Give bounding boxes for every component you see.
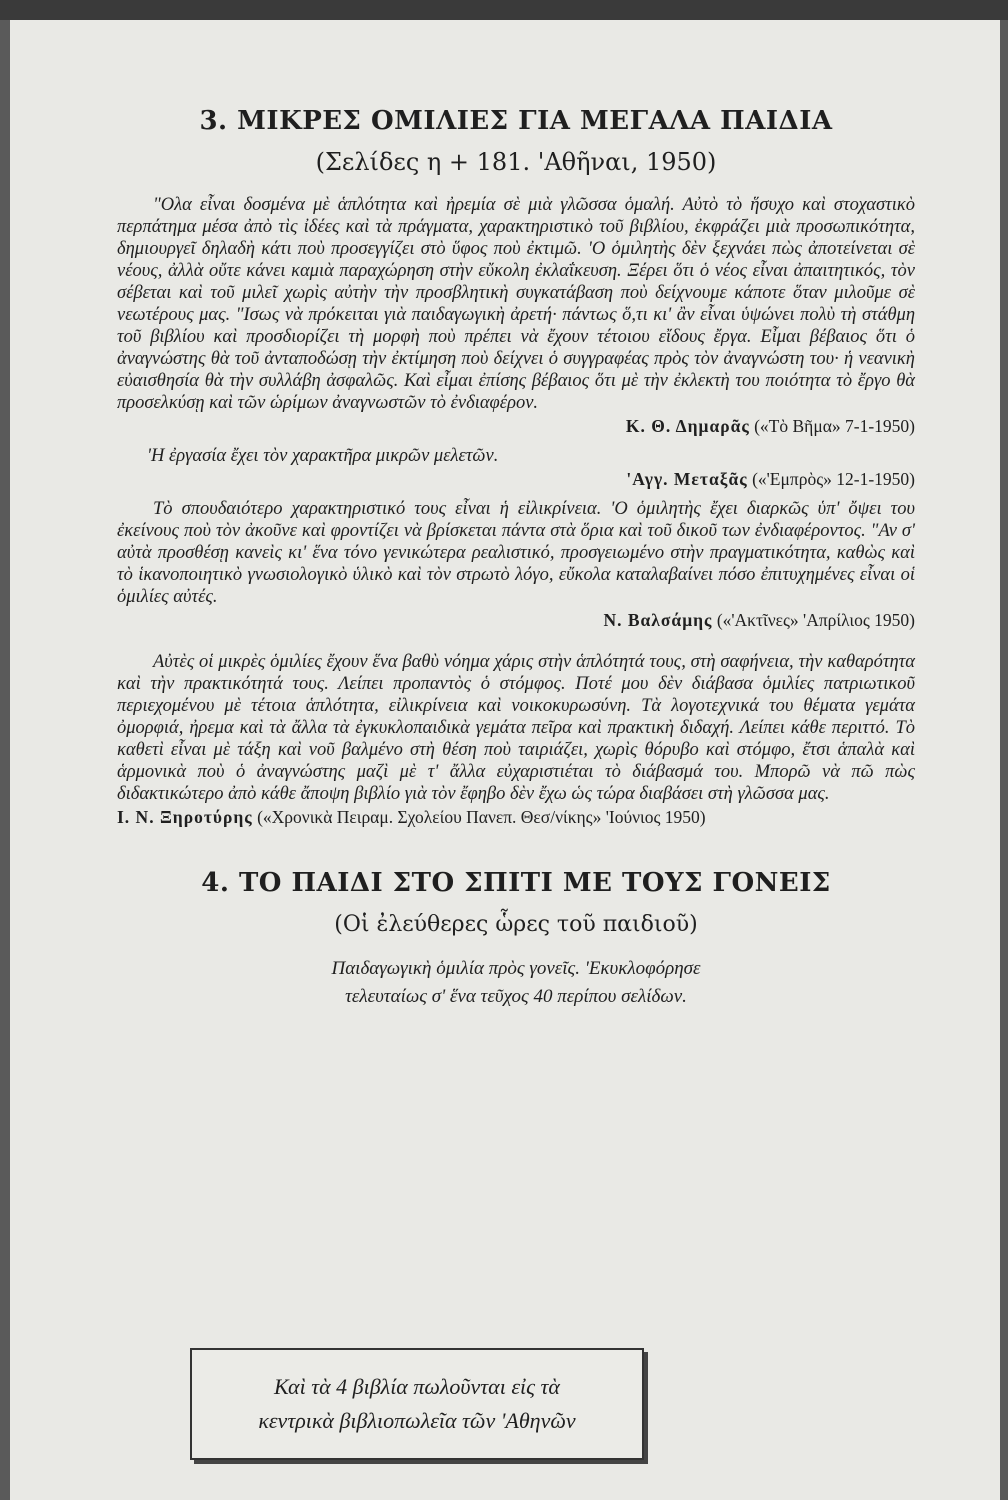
notice-line1: Καὶ τὰ 4 βιβλία πωλοῦνται εἰς τὰ <box>274 1374 560 1399</box>
review-1-source: («Τὸ Βῆμα» 7-1-1950) <box>754 416 915 436</box>
review-1-text: "Ολα εἶναι δοσμένα μὲ ἁπλότητα καὶ ἠρεμία σὲ μιὰ γλῶσσα ὁμαλή. Αὐτὸ τὸ ἥσυχο καὶ στοχαστικὸ περπάτημα μέσα ἀπὸ τὶς ἰδέες καὶ τὰ πράγματα, χαρακτηριστικὸ τοῦ βιβλίου, ἐκφράζει μιὰ προσωπικότητα, δημιουργεῖ δηλαδὴ κάτι ποὺ προσεγγίζει στὸ ὕφος ποὺ ἐκτιμῶ. 'Ο ὁμιλητὴς δὲν ξεχνάει πὼς ἀποτείνεται σὲ νέους, ἀλλὰ οὔτε κάνει καμιὰ παραχώρηση στὴν εὔκολη ἐκλαΐκευση. Ξέρει ὅτι ὁ νέος εἶναι ἀπαιτητικός, τὸν σέβεται καὶ τοῦ μιλεῖ χωρὶς αὐτὴν τὴν προσβλητικὴ συγκατάβαση ποὺ δείχνουμε κάποτε ὅταν μιλοῦμε σὲ νεωτέρους μας. "Ισως νὰ πρόκειται γιὰ παιδαγωγικὴ ἀρετή· πάντως ὅ,τι κι' ἂν εἶναι ὑψώνει πολὺ τὴ στάθμη τοῦ βιβλίου καὶ προσδιορίζει τὴ μορφὴ ποὺ πρέπει νὰ ἔχουν τέτοιου εἴδους ἔργα. Εἶμαι βέβαιος ὅτι ὁ ἀναγνώστης θὰ τοῦ ἀνταποδώσῃ τὴν ἐκτίμηση ποὺ δείχνει ὁ συγγραφέας πρὸς τὸν ἀναγνώστη του· ἡ νεανικὴ εὐαισθησία θὰ τὴν συλλάβη ἀσφαλῶς. Καὶ εἶμαι ἐπίσης βέβαιος ὅτι μὲ τὴν ἐκλεκτὴ του ποιότητα τὸ ἔργο θὰ προσελκύσῃ καὶ τῶν ὡρίμων ἀναγνωστῶν τὸ ἐνδιαφέρον. <box>117 195 915 413</box>
review-2-text: 'Η ἐργασία ἔχει τὸν χαρακτῆρα μικρῶν μελετῶν. <box>147 446 499 466</box>
review-3-text: Τὸ σπουδαιότερο χαρακτηριστικό τους εἶναι ἡ εἰλικρίνεια. 'Ο ὁμιλητὴς ἔχει διαρκῶς ὑπ' ὄψει του ἐκείνους ποὺ τὸν ἀκοῦνε καὶ φροντίζει νὰ βρίσκεται πάντα στὰ ὅρια καὶ τοῦ δικοῦ των ἐνδιαφέροντος. "Αν σ' αὐτὰ προσθέσῃ κανεὶς κι' ἕνα τόνο γενικώτερα ρεαλιστικό, προσγειωμένο στὴν πραγματικότητα, καθὼς καὶ τὸ ἱκανοποιητικὸ γνωσιολογικὸ ὑλικὸ καὶ τὸν στρωτὸ λόγο, εὔκολα καταλαβαίνει πόσο ἐπιτυχημένες εἶναι οἱ ὁμιλίες αὐτές. <box>117 499 915 607</box>
review-3-author: Ν. Βαλσάμης <box>603 610 713 630</box>
review-3-source: («'Ακτῖνες» 'Απρίλιος 1950) <box>716 610 915 630</box>
review-2-source: («'Εμπρὸς» 12-1-1950) <box>752 469 915 489</box>
section4-note-line1: Παιδαγωγικὴ ὁμιλία πρὸς γονεῖς. 'Εκυκλοφόρησε <box>331 958 701 979</box>
bookstores-notice-box <box>190 1348 644 1460</box>
section4-subtitle: (Οἱ ἐλεύθερες ὧρες τοῦ παιδιοῦ) <box>334 912 698 937</box>
review-4-citation <box>117 807 915 828</box>
section3-title: 3. ΜΙΚΡΕΣ ΟΜΙΛΙΕΣ ΓΙΑ ΜΕΓΑΛΑ ΠΑΙΔΙΑ <box>199 106 833 136</box>
notice-line2: κεντρικὰ βιβλιοπωλεῖα τῶν 'Αθηνῶν <box>258 1408 576 1433</box>
section3-subtitle: (Σελίδες η + 181. 'Αθῆναι, 1950) <box>315 148 717 176</box>
review-1-author: Κ. Θ. Δημαρᾶς <box>625 416 750 436</box>
review-1-citation <box>117 416 915 437</box>
section4-title: 4. ΤΟ ΠΑΙΔΙ ΣΤΟ ΣΠΙΤΙ ΜΕ ΤΟΥΣ ΓΟΝΕΙΣ <box>201 868 831 898</box>
review-4-text: Αὐτὲς οἱ μικρὲς ὁμιλίες ἔχουν ἕνα βαθὺ νόημα χάρις στὴν ἁπλότητά τους, στὴ σαφήνεια, τὴν καθαρότητα καὶ τὴν πρακτικότητά τους. Λείπει προπαντὸς ὁ στόμφος. Ποτέ μου δὲν διάβασα ὁμιλίες πατριωτικοῦ περιεχομένου μὲ τέτοια ἁπλότητα, εἰλικρίνεια καὶ νοικοκυρωσύνη. Τὰ λογοτεχνικά του θέματα γεμάτα ὀμορφιά, ἠρεμα καὶ τὰ ἄλλα τὰ ἐγκυκλοπαιδικὰ γεμάτα πεῖρα καὶ πρακτικὴ διδαχή. Λείπει κάθε περιττό. Τὸ καθετὶ εἶναι μὲ τάξη καὶ νοῦ βαλμένο στὴ θέση ποὺ ταιριάζει, χωρὶς θόρυβο καὶ στόμφο, ἔτσι ἁπαλὰ καὶ ἁρμονικὰ ποὺ ὁ ἀναγνώστης μαζὶ μὲ τ' ἄλλα εὐχαριστιέται τὸ διάβασμά του. Μπορῶ νὰ πῶ πὼς διδακτικώτερο ἀπὸ κάθε ἄποψη βιβλίο γιὰ τὸν ἔφηβο δὲν ἔχω ὡς τώρα διαβάσει στὴ γλῶσσα μας. <box>117 652 915 804</box>
review-4-source: («Χρονικὰ Πειραμ. Σχολείου Πανεπ. Θεσ/νίκης» 'Ιούνιος 1950) <box>257 807 706 827</box>
review-3-citation <box>117 610 915 631</box>
review-2-author: 'Αγγ. Μεταξᾶς <box>626 469 748 489</box>
section4-note-line2: τελευταίως σ' ἕνα τεῦχος 40 περίπου σελίδων. <box>345 986 687 1007</box>
scan-top-edge <box>0 0 1008 20</box>
document-page <box>10 20 1000 1500</box>
review-2-citation <box>117 469 915 490</box>
review-4-author: Ι. Ν. Ξηροτύρης <box>117 807 253 827</box>
page-content <box>117 106 915 1011</box>
